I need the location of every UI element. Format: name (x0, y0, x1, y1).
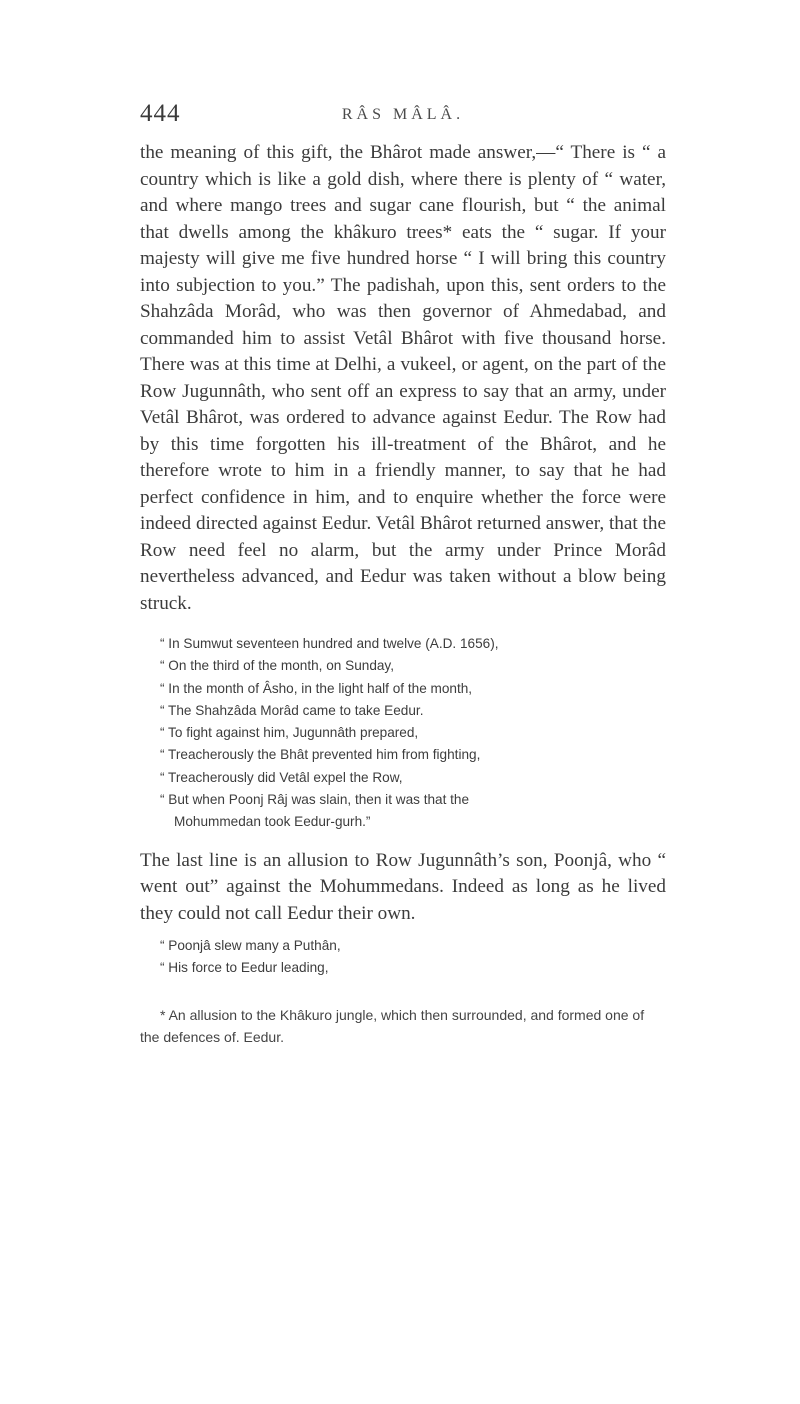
verse-line: “ To fight against him, Jugunnâth prepared, (160, 725, 419, 741)
verse-line: “ On the third of the month, on Sunday, (160, 658, 395, 674)
verse-line: “ In Sumwut seventeen hundred and twelve (A.D. 1656), (160, 636, 499, 651)
verse-block-1 (140, 633, 666, 834)
page-number: 444 (140, 100, 181, 127)
verse-line: “ Treacherously did Vetâl expel the Row, (160, 769, 403, 785)
page-header (140, 100, 666, 140)
verse-line: “ His force to Eedur leading, (160, 960, 329, 976)
verse-line: “ The Shahzâda Morâd came to take Eedur. (160, 702, 424, 718)
verse-line: “ In the month of Âsho, in the light half of the month, (160, 680, 473, 696)
verse-line: “ But when Poonj Râj was slain, then it was that the (160, 792, 470, 808)
paragraph-2: The last line is an allusion to Row Jugunnâth’s son, Poonjâ, who “ went out” against the Mohummedans. Indeed as long as he lived they could not call Eedur their own. (140, 849, 666, 924)
footnote: * An allusion to the Khâkuro jungle, which then surrounded, and formed one of the defences of. Eedur. (140, 1006, 645, 1045)
verse-block-2 (140, 935, 666, 980)
paragraph-1: the meaning of this gift, the Bhârot made answer,—“ There is “ a country which is like a gold dish, where there is plenty of “ water, and where mango trees and sugar cane flourish, but “ the animal that dwells among the khâkuro trees* eats the “ sugar. If your majesty will give me five hundred horse “ I will bring this country into subjection to you.” The padishah, upon this, sent orders to the Shahzâda Morâd, who was then governor of Ahmedabad, and commanded him to assist Vetâl Bhârot with five thousand horse. There was at this time at Delhi, a vukeel, or agent, on the part of the Row Jugunnâth, who sent off an express to say that an army, under Vetâl Bhârot, was ordered to advance against Eedur. The Row had by this time forgotten his ill-treatment of the Bhârot, and he therefore wrote to him in a friendly manner, to say that he had perfect confidence in him, and to enquire whether the force were indeed directed against Eedur. Vetâl Bhârot returned answer, that the Row need feel no alarm, but the army under Prince Morâd nevertheless advanced, and Eedur was taken without a blow being struck. (140, 142, 666, 614)
verse-line-continuation: Mohummedan took Eedur-gurh.” (174, 814, 371, 830)
verse-line: “ Treacherously the Bhât prevented him from fighting, (160, 747, 481, 763)
verse-line: “ Poonjâ slew many a Puthân, (160, 938, 341, 954)
running-head: RÂS MÂLÂ. (341, 106, 465, 123)
book-page (140, 100, 666, 1062)
